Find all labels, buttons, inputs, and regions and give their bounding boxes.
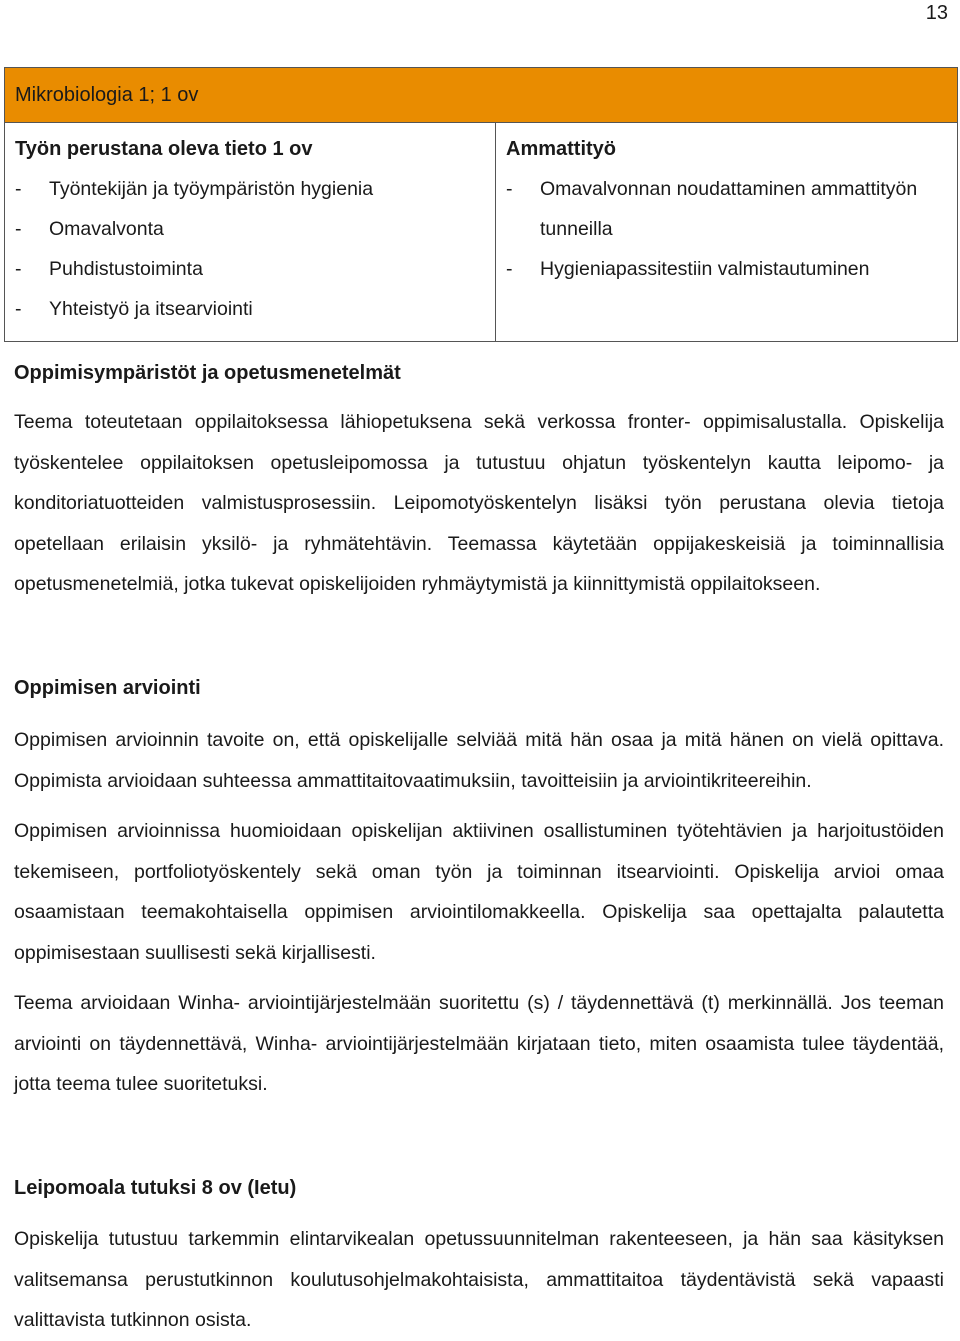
- page-number: 13: [925, 2, 948, 24]
- assessment-heading: Oppimisen arviointi: [14, 677, 201, 699]
- list-item: - Työntekijän ja työympäristön hygienia: [15, 178, 374, 200]
- list-item: - Omavalvonta: [15, 218, 164, 240]
- assessment-paragraph: Oppimisen arvioinnin tavoite on, että opiskelijalle selviää mitä hän osaa ja mitä hänen on vielä opittava. Oppimista arvioidaan suhteessa ammattitaitovaatimuksiin, tavoitteisiin ja arviointikriteereihin.: [14, 729, 944, 792]
- assessment-section: [14, 673, 944, 1105]
- bakery-heading: Leipomoala tutuksi 8 ov (Ietu): [14, 1177, 297, 1199]
- theme-table: [4, 67, 958, 342]
- list-item: - Hygieniapassitestiin valmistautuminen: [506, 258, 870, 280]
- environments-paragraph: Teema toteutetaan oppilaitoksessa lähiopetuksena sekä verkossa fronter- oppimisalustalla. Opiskelija työskentelee oppilaitoksen opetusleipomossa ja tutustuu ohjatun työskentelyn kautta leipomo- ja konditoriatuotteiden valmistusprosessiin. Leipomotyöskentelyn lisäksi työn perustana olevia tietoja opetellaan erilaisin yksilö- ja ryhmätehtävin. Teemassa käytetään oppijakeskeisiä ja toiminnallisia opetusmenetelmiä, jotka tukevat opiskelijoiden ryhmäytymistä ja kiinnittymistä oppilaitokseen.: [14, 411, 944, 595]
- list-item: - Puhdistustoiminta: [15, 258, 203, 280]
- knowledge-title: Työn perustana oleva tieto 1 ov: [15, 138, 313, 160]
- assessment-paragraph: Teema arvioidaan Winha- arviointijärjestelmään suoritettu (s) / täydennettävä (t) merkinnällä. Jos teeman arviointi on täydennettävä, Winha- arviointijärjestelmään kirjataan tieto, miten osaamista tulee täydentää, jotta teema tulee suoritetuksi.: [14, 992, 944, 1095]
- knowledge-column: [5, 123, 496, 342]
- theme-title: Mikrobiologia 1; 1 ov: [5, 68, 958, 123]
- bakery-paragraph: Opiskelija tutustuu tarkemmin elintarvikealan opetussuunnitelman rakenteeseen, ja hän saa käsityksen valitsemansa perustutkinnon koulutusohjelmakohtaisista, ammattitaitoa täydentävistä sekä vapaasti valittavista tutkinnon osista.: [14, 1228, 944, 1331]
- list-item: - Omavalvonnan noudattaminen ammattityön tunneilla: [506, 178, 918, 240]
- professional-work-title: Ammattityö: [506, 138, 617, 160]
- professional-work-column: [496, 123, 958, 342]
- bakery-section: [14, 1173, 944, 1341]
- environments-section: [14, 358, 944, 605]
- list-item: - Yhteistyö ja itsearviointi: [15, 298, 253, 320]
- assessment-paragraph: Oppimisen arvioinnissa huomioidaan opiskelijan aktiivinen osallistuminen työtehtävien ja harjoitustöiden tekemiseen, portfoliotyöskentely sekä oman työn ja toiminnan itsearviointi. Opiskelija arvioi omaa osaamistaan teemakohtaisella oppimisen arviointilomakkeella. Opiskelija saa opettajalta palautetta oppimisestaan suullisesti sekä kirjallisesti.: [14, 820, 944, 964]
- environments-heading: Oppimisympäristöt ja opetusmenetelmät: [14, 362, 401, 384]
